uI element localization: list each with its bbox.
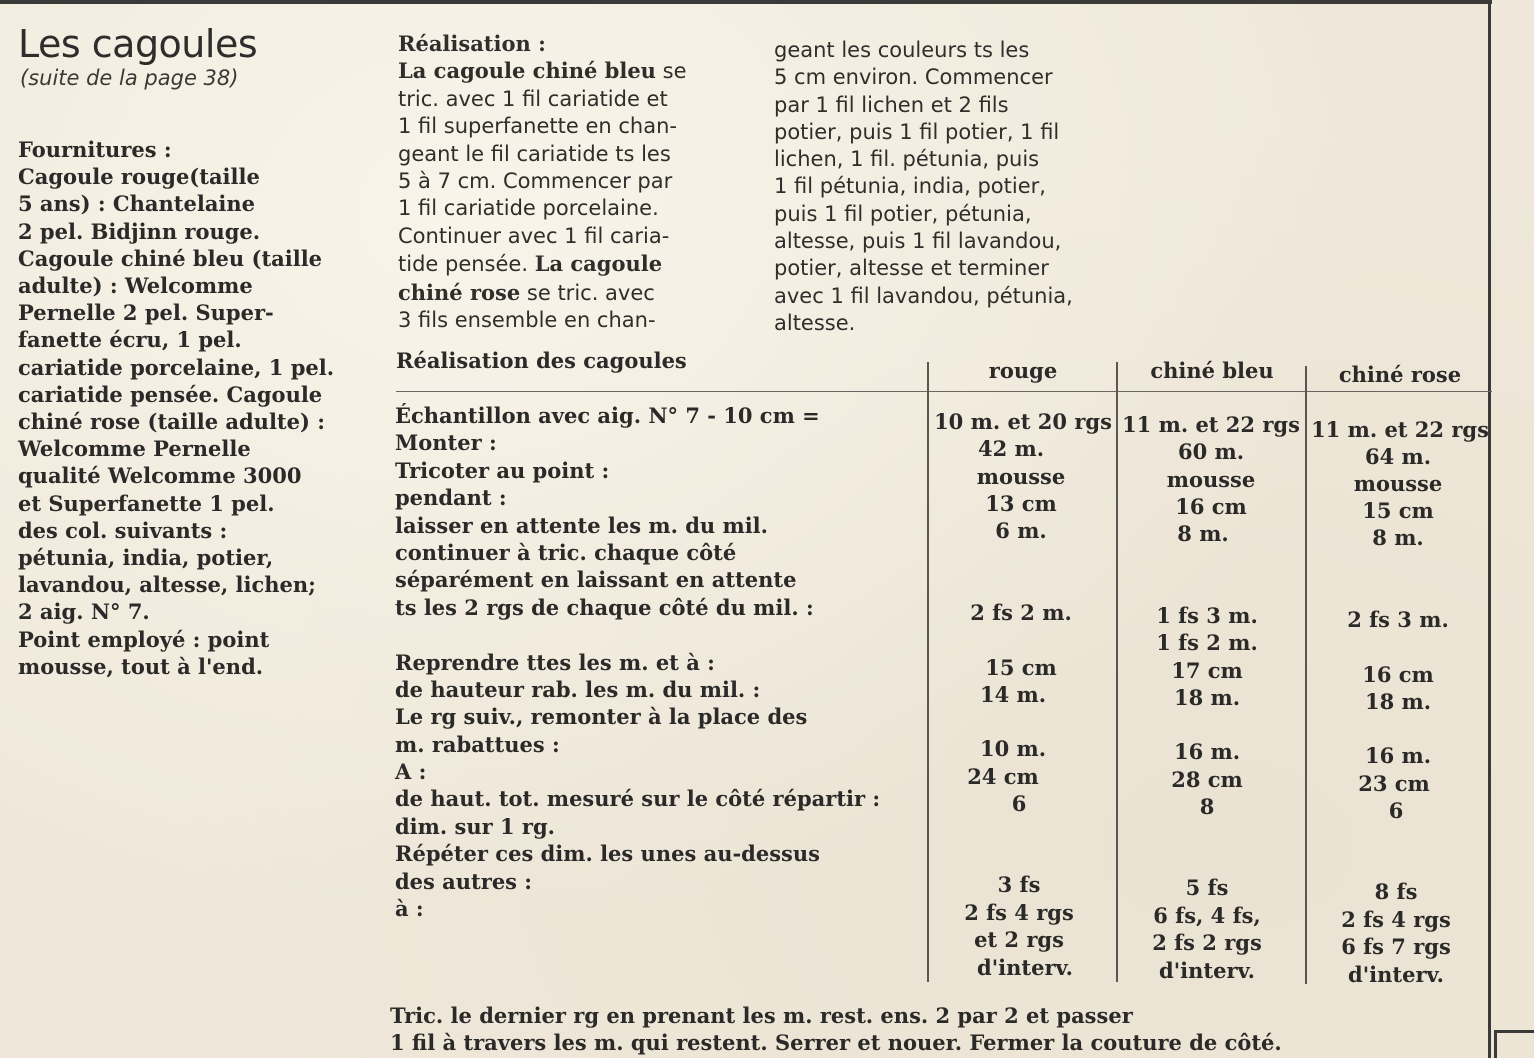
cell-chine-bleu: 1 fs 3 m. [1156,603,1258,628]
supplies-line: Pernelle 2 pel. Super- [18,300,274,326]
column-header-chine-rose: chiné rose [1338,362,1462,387]
cell-rouge: 6 m. [995,518,1047,543]
cell-chine-bleu: 2 fs 2 rgs [1152,930,1262,955]
row-label [395,621,915,648]
supplies-line: 2 pel. Bidjinn rouge. [18,218,261,244]
cell-chine-rose: mousse [1353,471,1443,496]
row-label: Répéter ces dim. les unes au-dessus [395,841,820,867]
realisation-line: 1 fil superfanette en chan- [398,114,677,139]
realisation-line: 1 fil pétunia, india, potier, [774,174,1046,199]
row-label: laisser en attente les m. du mil. [395,512,768,538]
realisation-line: 3 fils ensemble en chan- [398,308,656,333]
cell-rouge: 24 cm [967,764,1039,789]
row-label: des autres : [395,868,533,894]
row-label: continuer à tric. chaque côté [395,539,737,565]
cell-rouge: 15 cm [985,655,1057,680]
supplies-line: Point employé : point [18,626,270,652]
table-row-labels [395,402,915,922]
cell-rouge: 14 m. [979,682,1047,707]
realisation-line: 5 à 7 cm. Commencer par [398,169,673,194]
supplies-line: pétunia, india, potier, [18,545,274,571]
cell-chine-rose: 16 m. [1364,743,1432,768]
cell-chine-bleu: 8 m. [1177,521,1229,546]
cell-chine-bleu: 28 cm [1171,767,1243,792]
realisation-line: altesse. [774,310,856,335]
row-label: Reprendre ttes les m. et à : [395,649,715,675]
supplies-line: cariatide porcelaine, 1 pel. [18,354,335,380]
supplies-line: Cagoule rouge(taille [18,164,260,190]
supplies-line: 5 ans) : Chantelaine [18,191,256,217]
supplies-line: fanette écru, 1 pel. [18,327,242,353]
cell-chine-bleu: 17 cm [1171,658,1243,683]
cell-chine-bleu: 16 cm [1175,494,1247,519]
realisation-line: 1 fil cariatide porcelaine. [398,196,659,221]
page-title: Les cagoules [18,22,258,66]
cell-chine-rose: 8 fs [1374,879,1418,904]
row-label: Tricoter au point : [395,457,610,483]
realisation-line: geant les couleurs ts les [774,38,1030,62]
cell-chine-rose: 23 cm [1358,771,1430,796]
supplies-line: chiné rose (taille adulte) : [18,409,325,435]
row-label: pendant : [395,485,507,511]
cell-chine-rose: d'interv. [1348,962,1444,987]
row-label: de haut. tot. mesuré sur le côté répartir : [395,786,881,812]
supplies-line: Welcomme Pernelle [18,436,251,462]
realisation-column-2 [774,37,1124,337]
closing-instructions [390,1002,1282,1056]
column-header-chine-bleu: chiné bleu [1150,358,1274,383]
cell-rouge: 13 cm [985,491,1057,516]
closing-line: 1 fil à travers les m. qui restent. Serrer et nouer. Fermer la couture de côté. [390,1030,1282,1055]
realisation-line: lichen, 1 fil. pétunia, puis [774,147,1040,172]
supplies-line: et Superfanette 1 pel. [18,490,275,516]
supplies-line: lavandou, altesse, lichen; [18,572,316,598]
realisation-line: potier, puis 1 fil potier, 1 fil [774,119,1060,144]
cell-rouge: 2 fs 2 m. [970,600,1072,625]
cell-rouge: 10 m. [979,736,1047,761]
table-header-divider [396,391,1492,392]
supplies-line: Fournitures : [18,137,172,162]
supplies-line: des col. suivants : [18,517,228,543]
cell-rouge: 2 fs 4 rgs [964,900,1074,925]
realisation-line: La cagoule chiné bleu se [398,58,687,84]
cell-chine-bleu: 60 m. [1177,439,1245,464]
supplies-line: cariatide pensée. Cagoule [18,381,323,407]
realisation-line: puis 1 fil potier, pétunia, [774,201,1032,226]
row-label: dim. sur 1 rg. [395,813,555,839]
row-label: ts les 2 rgs de chaque côté du mil. : [395,594,814,620]
cell-chine-rose: 2 fs 3 m. [1347,607,1449,632]
row-label: séparément en laissant en attente [395,567,797,593]
cell-chine-rose: 16 cm [1362,662,1434,687]
closing-line: Tric. le dernier rg en prenant les m. rest. ens. 2 par 2 et passer [390,1003,1133,1028]
row-label: de hauteur rab. les m. du mil. : [395,676,761,702]
cell-chine-bleu: d'interv. [1159,958,1255,983]
table-heading: Réalisation des cagoules [396,348,687,373]
cell-chine-rose: 8 m. [1372,525,1424,550]
supplies-line: mousse, tout à l'end. [18,653,264,679]
realisation-line: par 1 fil lichen et 2 fils [774,92,1009,117]
realisation-line: potier, altesse et terminer [774,256,1049,281]
cell-rouge: 10 m. et 20 rgs [934,409,1112,434]
supplies-line: Cagoule chiné bleu (taille [18,245,323,271]
column-header-rouge: rouge [988,358,1058,383]
supplies-line: qualité Welcomme 3000 [18,463,302,489]
row-label: Échantillon avec aig. N° 7 - 10 cm = [395,403,820,428]
cell-chine-rose: 64 m. [1364,444,1432,469]
cell-rouge: 42 m. [977,436,1045,461]
realisation-line: chiné rose se tric. avec [398,279,655,305]
realisation-column-1 [398,30,743,334]
cell-rouge: d'interv. [977,955,1073,980]
cell-rouge: 6 [1011,791,1027,816]
cell-chine-bleu: 11 m. et 22 rgs [1122,412,1300,437]
page-subtitle: (suite de la page 38) [20,66,239,90]
realisation-heading: Réalisation : [398,31,546,56]
realisation-line: 5 cm environ. Commencer [774,65,1053,90]
realisation-line: tide pensée. La cagoule [398,251,663,277]
cell-chine-rose: 15 cm [1362,498,1434,523]
cell-chine-rose: 2 fs 4 rgs [1341,907,1451,932]
cell-chine-bleu: 5 fs [1185,875,1229,900]
top-border-rule [0,0,1492,4]
cell-chine-bleu: 8 [1199,794,1215,819]
realisation-line: avec 1 fil lavandou, pétunia, [774,283,1073,308]
realisation-line: geant le fil cariatide ts les [398,141,671,166]
row-label: m. rabattues : [395,731,560,757]
cell-chine-rose: 11 m. et 22 rgs [1311,417,1489,442]
cell-chine-bleu: 6 fs, 4 fs, [1153,903,1261,928]
corner-frame [1494,1030,1534,1058]
cell-chine-bleu: 1 fs 2 m. [1156,630,1258,655]
realisation-line: altesse, puis 1 fil lavandou, [774,229,1062,254]
row-label: Monter : [395,430,497,456]
realisation-line: Continuer avec 1 fil caria- [398,223,670,248]
row-label: A : [395,759,427,785]
realisation-line: tric. avec 1 fil cariatide et [398,86,668,111]
row-label: à : [395,896,424,922]
cell-chine-rose: 6 fs 7 rgs [1341,934,1451,959]
supplies-line: 2 aig. N° 7. [18,599,150,625]
supplies-column [18,136,378,680]
cell-chine-bleu: 16 m. [1173,739,1241,764]
cell-rouge: 3 fs [997,872,1041,897]
cell-rouge: mousse [976,464,1066,489]
cell-chine-rose: 18 m. [1364,689,1432,714]
row-label: Le rg suiv., remonter à la place des [395,704,808,730]
cell-rouge: et 2 rgs [974,927,1064,952]
cell-chine-rose: 6 [1388,798,1404,823]
cell-chine-bleu: 18 m. [1173,685,1241,710]
cell-chine-bleu: mousse [1166,467,1256,492]
supplies-line: adulte) : Welcomme [18,273,253,299]
